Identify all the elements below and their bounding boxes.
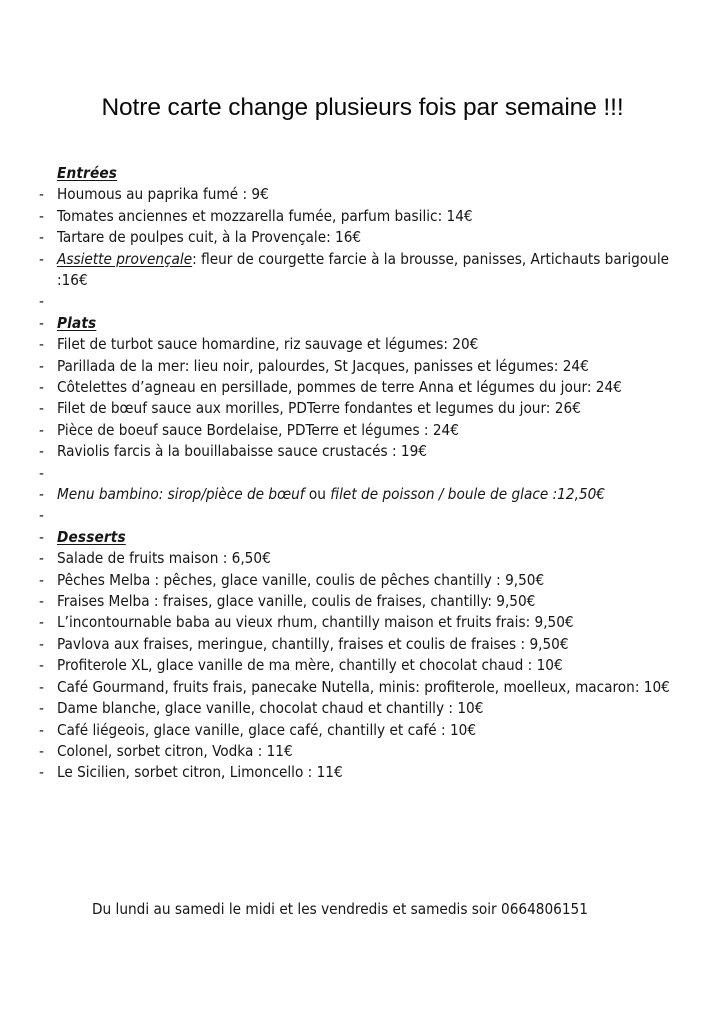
plats-heading-label: Plats — [57, 313, 97, 332]
plat-item-label: Filet de bœuf sauce aux morilles, PDTerre fondantes et legumes du jour: 26€ — [57, 399, 581, 418]
list-item — [38, 548, 698, 569]
dash-bullet-icon: - — [39, 249, 44, 268]
spacer-bullet — [38, 463, 698, 484]
list-item — [38, 698, 698, 719]
list-item — [38, 441, 698, 462]
bambino-part2-label: filet de poisson / boule de glace :12,50€ — [325, 485, 605, 504]
dash-bullet-icon: - — [39, 549, 44, 568]
dash-bullet-icon: - — [39, 506, 44, 525]
page-title: Notre carte change plusieurs fois par semaine !!! — [101, 94, 624, 122]
dash-bullet-icon: - — [39, 356, 44, 375]
dash-bullet-icon: - — [39, 335, 44, 354]
dash-bullet-icon: - — [39, 570, 44, 589]
dessert-item-label: Salade de fruits maison : 6,50€ — [57, 549, 271, 568]
entree-item-assiette — [57, 249, 698, 292]
dash-bullet-icon: - — [39, 527, 44, 546]
dash-bullet-icon: - — [39, 185, 44, 204]
dessert-item-label: Café liégeois, glace vanille, glace café, chantilly et café : 10€ — [57, 720, 477, 739]
dessert-item-label: Le Sicilien, sorbet citron, Limoncello : 11€ — [57, 763, 343, 782]
desserts-heading-label: Desserts — [57, 527, 126, 546]
spacer-text — [57, 505, 698, 526]
menu-content — [38, 163, 698, 784]
list-item — [38, 677, 698, 698]
section-heading-plats — [38, 313, 698, 334]
list-item — [38, 655, 698, 676]
dash-bullet-icon: - — [39, 613, 44, 632]
spacer-bullet — [38, 505, 698, 526]
dessert-item-label: Café Gourmand, fruits frais, panecake Nutella, minis: profiterole, moelleux, macaron: 10€ — [57, 677, 670, 696]
dessert-item-label: Pêches Melba : pêches, glace vanille, coulis de pêches chantilly : 9,50€ — [57, 570, 545, 589]
dash-bullet-icon: - — [39, 442, 44, 461]
dessert-item-label: L’incontournable baba au vieux rhum, chantilly maison et fruits frais: 9,50€ — [57, 613, 574, 632]
dessert-item-label: Pavlova aux fraises, meringue, chantilly, fraises et coulis de fraises : 9,50€ — [57, 634, 569, 653]
dash-bullet-icon: - — [39, 420, 44, 439]
entree-item-label: Tartare de poulpes cuit, à la Provençale: 16€ — [57, 228, 362, 247]
bambino-text — [57, 484, 698, 505]
dash-bullet-icon: - — [39, 699, 44, 718]
plat-item-label: Filet de turbot sauce homardine, riz sauvage et légumes: 20€ — [57, 335, 479, 354]
plat-item-label: Parillada de la mer: lieu noir, palourdes, St Jacques, panisses et légumes: 24€ — [57, 356, 589, 375]
list-item-menu-bambino — [38, 484, 698, 505]
list-item — [38, 249, 698, 292]
bambino-part1-label: Menu bambino: sirop/pièce de bœuf — [57, 485, 309, 504]
dash-bullet-icon: - — [39, 592, 44, 611]
dash-bullet-icon: - — [39, 720, 44, 739]
dash-bullet-icon: - — [39, 399, 44, 418]
dash-bullet-icon: - — [39, 463, 44, 482]
plat-item-label: Raviolis farcis à la bouillabaisse sauce crustacés : 19€ — [57, 442, 427, 461]
dessert-item-label: Colonel, sorbet citron, Vodka : 11€ — [57, 741, 293, 760]
list-item — [38, 184, 698, 205]
entree-item-label: Tomates anciennes et mozzarella fumée, parfum basilic: 14€ — [57, 206, 473, 225]
list-item — [38, 227, 698, 248]
list-item — [38, 762, 698, 783]
dessert-item-label: Dame blanche, glace vanille, chocolat chaud et chantilly : 10€ — [57, 699, 484, 718]
bambino-conjunction-label: ou — [308, 485, 326, 504]
dash-bullet-icon: - — [39, 292, 44, 311]
list-item — [38, 334, 698, 355]
section-heading-entrees — [38, 163, 698, 184]
dash-bullet-icon: - — [39, 763, 44, 782]
list-item — [38, 591, 698, 612]
entrees-heading-label: Entrées — [57, 164, 118, 182]
dash-bullet-icon: - — [39, 485, 44, 504]
dash-bullet-icon: - — [39, 741, 44, 760]
assiette-name-label: Assiette provençale — [57, 249, 193, 268]
list-item — [38, 612, 698, 633]
dessert-item-label: Profiterole XL, glace vanille de ma mère, chantilly et chocolat chaud : 10€ — [57, 656, 563, 675]
list-item — [38, 720, 698, 741]
plat-item-label: Pièce de boeuf sauce Bordelaise, PDTerre et légumes : 24€ — [57, 420, 459, 439]
list-item — [38, 356, 698, 377]
section-heading-desserts — [38, 527, 698, 548]
dash-bullet-icon: - — [39, 634, 44, 653]
list-item — [38, 206, 698, 227]
opening-hours-note: Du lundi au samedi le midi et les vendredis et samedis soir 0664806151 — [92, 900, 588, 918]
plat-item-label: Côtelettes d’agneau en persillade, pommes de terre Anna et légumes du jour: 24€ — [57, 378, 622, 397]
dash-bullet-icon: - — [39, 206, 44, 225]
entree-item-label: Houmous au paprika fumé : 9€ — [57, 185, 269, 204]
dash-bullet-icon: - — [39, 228, 44, 247]
dash-bullet-icon: - — [39, 378, 44, 397]
spacer-text — [57, 463, 698, 484]
list-item — [38, 420, 698, 441]
list-item — [38, 377, 698, 398]
list-item — [38, 570, 698, 591]
dash-bullet-icon: - — [39, 656, 44, 675]
dessert-item-label: Fraises Melba : fraises, glace vanille, coulis de fraises, chantilly: 9,50€ — [57, 592, 536, 611]
dash-bullet-icon: - — [39, 313, 44, 332]
assiette-description-label: : fleur de courgette farcie à la brousse, panisses, Artichauts barigoule :16€ — [57, 249, 670, 290]
spacer-text — [57, 291, 698, 312]
list-item — [38, 741, 698, 762]
list-item — [38, 398, 698, 419]
dash-bullet-icon: - — [39, 677, 44, 696]
list-item — [38, 634, 698, 655]
spacer-bullet — [38, 291, 698, 312]
